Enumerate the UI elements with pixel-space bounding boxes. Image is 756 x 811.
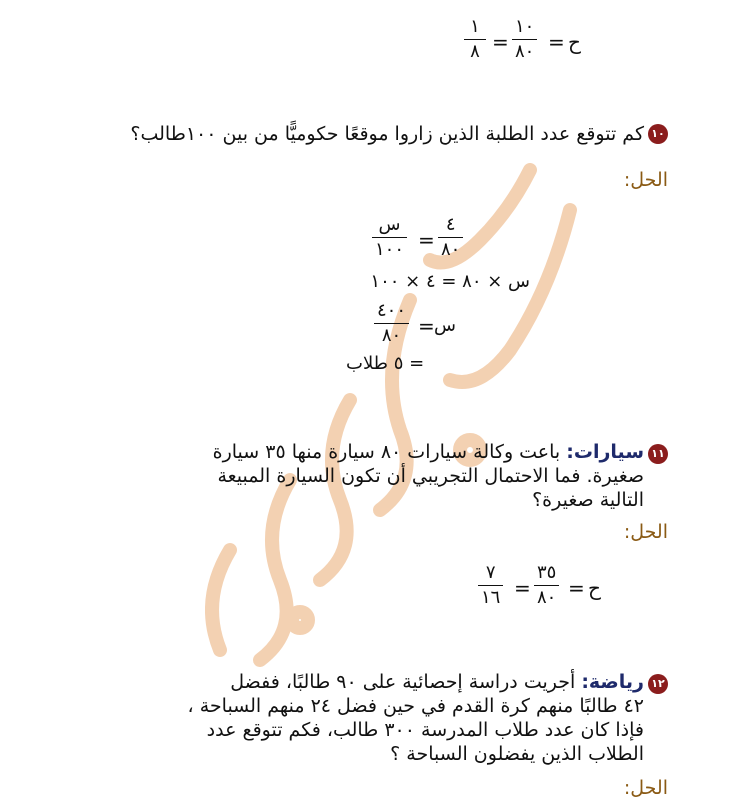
topic-label: رياضة: bbox=[581, 671, 644, 693]
equals-sign: = bbox=[492, 30, 509, 54]
question-number-badge: ١٢ bbox=[648, 674, 668, 694]
equals-sign: = bbox=[568, 576, 585, 600]
topic-label: سيارات: bbox=[566, 441, 644, 463]
equals-sign: = bbox=[418, 314, 435, 338]
question-number-badge: ١١ bbox=[648, 444, 668, 464]
question-number-badge: ١٠ bbox=[648, 124, 668, 144]
solution-label: الحل: bbox=[623, 169, 668, 191]
solution-label: الحل: bbox=[623, 521, 668, 543]
solution-label: الحل: bbox=[623, 777, 668, 799]
equals-sign: = bbox=[514, 576, 531, 600]
fraction-one-eighth: ١ ٨ bbox=[464, 16, 486, 63]
fraction-thirtyfive-eighty: ٣٥ ٨٠ bbox=[534, 562, 559, 609]
question-11-text: سيارات: باعت وكالة سيارات ٨٠ سيارة منها ٣٥ سيارة صغيرة. فما الاحتمال التجريبي أن تكون السيارة المبيعة التالية صغيرة؟ bbox=[212, 441, 644, 511]
fraction-ten-eighty: ١٠ ٨٠ bbox=[512, 16, 537, 63]
fraction-s-over-hundred: س ١٠٠ bbox=[372, 214, 407, 261]
probability-symbol: ح bbox=[568, 30, 581, 54]
equals-sign: = bbox=[548, 30, 565, 54]
variable-s: س bbox=[434, 315, 456, 336]
equals-sign: = bbox=[418, 228, 435, 252]
fraction-seven-sixteen: ٧ ١٦ bbox=[478, 562, 503, 609]
result-row: = ٥ طلاب bbox=[346, 353, 425, 374]
question-10-text: كم تتوقع عدد الطلبة الذين زاروا موقعًا حكوميًّا من بين ١٠٠طالب؟ bbox=[130, 123, 644, 145]
probability-symbol: ح bbox=[588, 576, 601, 600]
fraction-four-eighty: ٤ ٨٠ bbox=[438, 214, 463, 261]
question-12-text: رياضة: أجريت دراسة إحصائية على ٩٠ طالبًا، ففضل ٤٢ طالبًا منهم كرة القدم في حين فضل ٢٤ منهم السباحة ، فإذا كان عدد طلاب المدرسة ٣٠٠ طالب، فكم تتوقع عدد الطلاب الذين يفضلون السباحة ؟ bbox=[187, 671, 644, 765]
fraction-four-hundred-eighty: ٤٠٠ ٨٠ bbox=[374, 300, 409, 347]
cross-multiply-row: س × ٨٠ = ٤ × ١٠٠ bbox=[370, 271, 530, 292]
